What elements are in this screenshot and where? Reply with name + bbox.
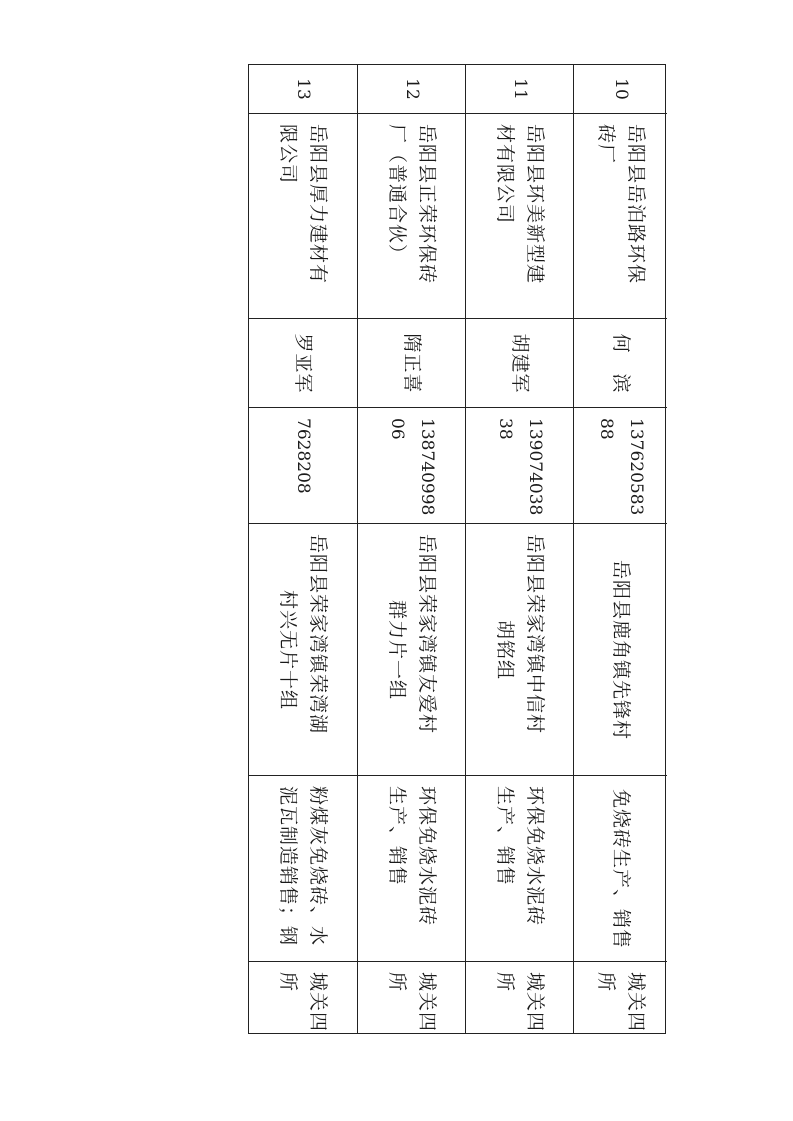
cell-scope-line: 泥瓦制造销售；钢 (277, 786, 299, 947)
cell-address (466, 523, 573, 775)
cell-address (249, 523, 357, 775)
cell-scope (574, 775, 667, 961)
cell-scope-line: 粉煤灰免烧砖、水 (307, 786, 329, 947)
cell-no (249, 65, 357, 113)
cell-scope-line: 环保免烧水泥砖 (416, 786, 438, 927)
cell-phone-line: 7628208 (293, 418, 313, 494)
cell-unit (249, 961, 357, 1035)
cell-no (466, 65, 573, 113)
cell-person (249, 318, 357, 407)
cell-phone-line: 38 (495, 418, 515, 440)
cell-scope (249, 775, 357, 961)
cell-scope-line: 环保免烧水泥砖 (524, 786, 546, 927)
table-row (465, 65, 573, 1033)
cell-address-line: 岳阳县荣家湾镇荣湾湖 (307, 534, 329, 735)
cell-name-line: 厂（普通合伙） (386, 124, 408, 265)
cell-name (574, 113, 667, 318)
table-row (249, 65, 357, 1033)
cell-unit-line: 城关四 (307, 972, 329, 1033)
cell-person-line: 胡建军 (509, 333, 531, 394)
cell-address (574, 523, 667, 775)
cell-address-line: 群力片一组 (386, 599, 408, 700)
cell-name-line: 岳阳县环美新型建 (524, 124, 546, 285)
cell-no-line: 13 (293, 78, 313, 100)
cell-address-line: 岳阳县荣家湾镇中信村 (524, 534, 546, 735)
cell-scope-line: 免烧砖生产、销售 (610, 788, 632, 949)
cell-phone (574, 407, 667, 523)
cell-unit-line: 城关四 (524, 972, 546, 1033)
cell-no-line: 11 (510, 78, 530, 100)
cell-unit-line: 所 (494, 972, 516, 993)
cell-unit-line: 城关四 (416, 972, 438, 1033)
cell-address-line: 村兴无片十组 (277, 589, 299, 710)
cell-name (466, 113, 573, 318)
cell-unit-line: 城关四 (625, 972, 647, 1033)
cell-no (358, 65, 465, 113)
enterprise-table (248, 64, 666, 1034)
cell-name-line: 岳阳县岳泊路环保 (625, 124, 647, 285)
cell-name (358, 113, 465, 318)
cell-phone-line: 88 (596, 418, 616, 440)
cell-unit-line: 所 (595, 972, 617, 993)
cell-phone (249, 407, 357, 523)
cell-scope (358, 775, 465, 961)
cell-address-line: 胡铭组 (494, 619, 516, 680)
cell-phone-line: 137620583 (626, 418, 646, 516)
cell-no (574, 65, 667, 113)
cell-address (358, 523, 465, 775)
cell-scope-line: 生产、销售 (386, 786, 408, 887)
cell-name (249, 113, 357, 318)
cell-phone-line: 06 (387, 418, 407, 440)
cell-unit (466, 961, 573, 1035)
cell-address-line: 岳阳县荣家湾镇友爱村 (416, 534, 438, 735)
cell-no-line: 12 (402, 78, 422, 100)
cell-phone-line: 139074038 (525, 418, 545, 516)
cell-person (574, 318, 667, 407)
cell-name-line: 材有限公司 (494, 124, 516, 225)
cell-unit-line: 所 (277, 972, 299, 993)
cell-name-line: 砖厂 (595, 124, 617, 165)
cell-address-line: 岳阳县鹿角镇先锋村 (610, 559, 632, 740)
cell-person-line: 何 滨 (610, 333, 632, 394)
cell-name-line: 岳阳县正荣环保砖 (416, 124, 438, 285)
cell-person (466, 318, 573, 407)
cell-name-line: 限公司 (277, 124, 299, 185)
cell-phone-line: 138740998 (417, 418, 437, 516)
cell-no-line: 10 (611, 78, 631, 100)
cell-unit (358, 961, 465, 1035)
cell-unit (574, 961, 667, 1035)
cell-person-line: 隋正喜 (401, 333, 423, 394)
cell-scope (466, 775, 573, 961)
cell-name-line: 岳阳县厚力建材有 (307, 124, 329, 285)
table-row (573, 65, 667, 1033)
cell-phone (466, 407, 573, 523)
cell-phone (358, 407, 465, 523)
table-row (357, 65, 465, 1033)
cell-unit-line: 所 (386, 972, 408, 993)
cell-person (358, 318, 465, 407)
cell-scope-line: 生产、销售 (494, 786, 516, 887)
cell-person-line: 罗亚军 (292, 333, 314, 394)
